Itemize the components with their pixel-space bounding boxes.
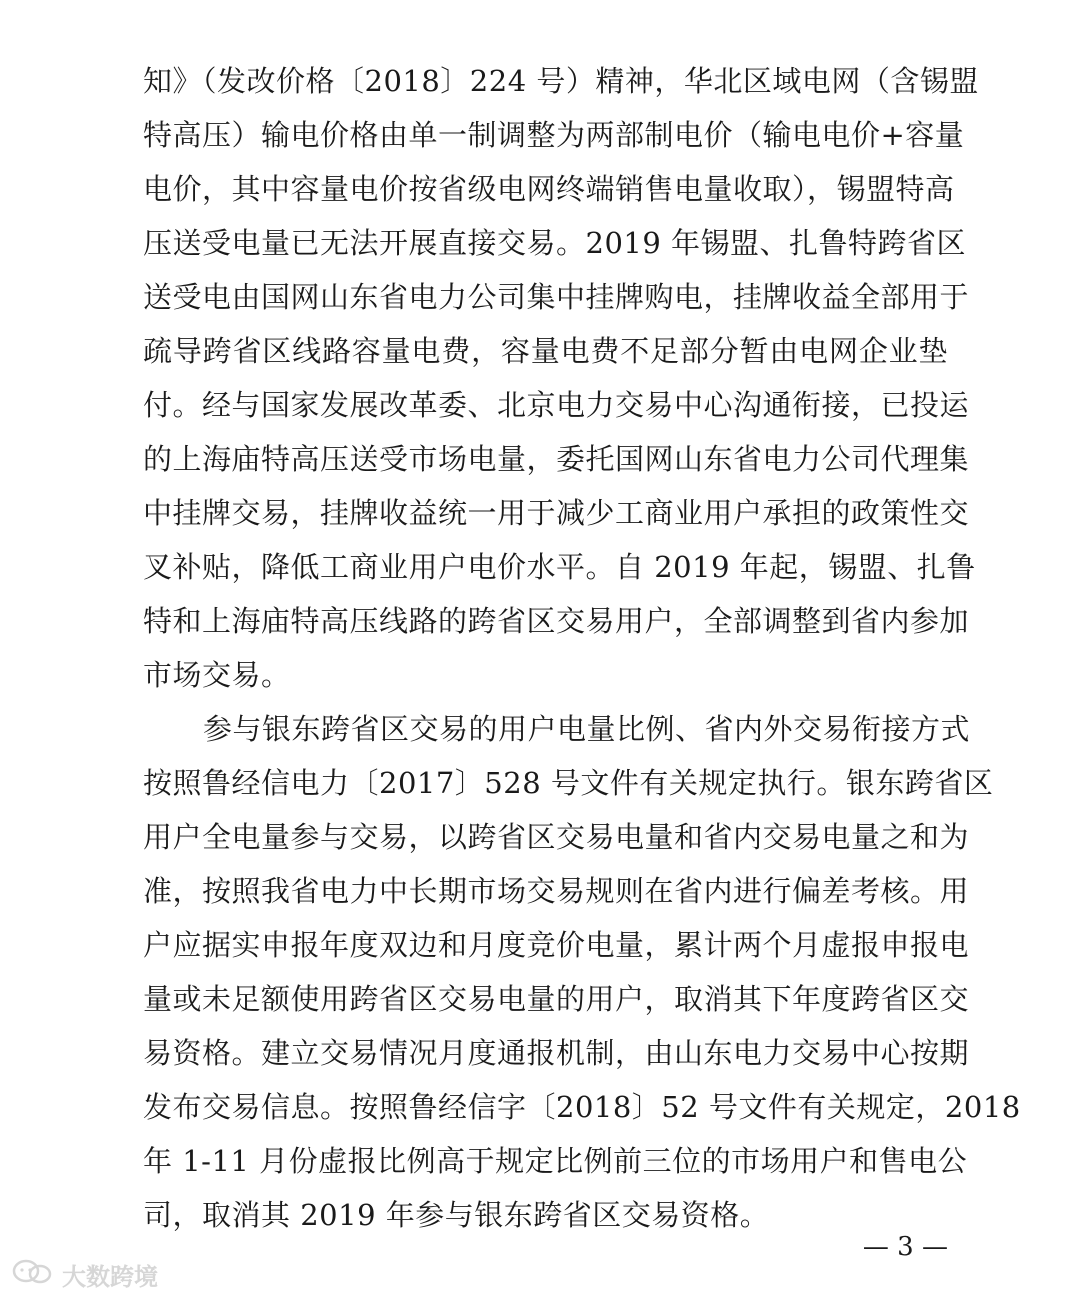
paragraph-1	[143, 54, 979, 702]
text-line: 电价，其中容量电价按省级电网终端销售电量收取），锡盟特高	[143, 172, 955, 206]
page-number: — 3 —	[862, 1232, 948, 1262]
text-line: 用户全电量参与交易，以跨省区交易电量和省内交易电量之和为	[143, 820, 970, 854]
text-line: 中挂牌交易，挂牌收益统一用于减少工商业用户承担的政策性交	[143, 496, 970, 530]
wechat-bubble-icon	[12, 1259, 56, 1291]
text-line: 发布交易信息。按照鲁经信字〔2018〕52 号文件有关规定，2018	[143, 1090, 1021, 1124]
text-line: 年 1-11 月份虚报比例高于规定比例前三位的市场用户和售电公	[143, 1144, 968, 1178]
text-line: 疏导跨省区线路容量电费，容量电费不足部分暂由电网企业垫	[143, 334, 948, 368]
text-line: 户应据实申报年度双边和月度竞价电量，累计两个月虚报申报电	[143, 928, 970, 962]
text-line: 知》（发改价格〔2018〕224 号）精神，华北区域电网（含锡盟	[143, 64, 979, 98]
text-line: 参与银东跨省区交易的用户电量比例、省内外交易衔接方式	[203, 712, 971, 746]
watermark-text: 大数跨境	[62, 1263, 158, 1291]
text-line: 叉补贴，降低工商业用户电价水平。自 2019 年起，锡盟、扎鲁	[143, 550, 976, 584]
text-line: 量或未足额使用跨省区交易电量的用户，取消其下年度跨省区交	[143, 982, 970, 1016]
paragraph-2	[143, 702, 1021, 1242]
watermark	[12, 1257, 158, 1292]
text-line: 压送受电量已无法开展直接交易。2019 年锡盟、扎鲁特跨省区	[143, 226, 967, 260]
text-line: 按照鲁经信电力〔2017〕528 号文件有关规定执行。银东跨省区	[143, 766, 994, 800]
text-line: 司，取消其 2019 年参与银东跨省区交易资格。	[143, 1198, 770, 1232]
text-line: 送受电由国网山东省电力公司集中挂牌购电，挂牌收益全部用于	[143, 280, 970, 314]
document-body	[143, 54, 1021, 1242]
text-line: 特高压）输电价格由单一制调整为两部制电价（输电电价+容量	[143, 118, 965, 152]
text-line: 付。经与国家发展改革委、北京电力交易中心沟通衔接，已投运	[143, 388, 970, 422]
text-line: 市场交易。	[143, 658, 291, 692]
text-line: 特和上海庙特高压线路的跨省区交易用户，全部调整到省内参加	[143, 604, 970, 638]
text-line: 易资格。建立交易情况月度通报机制，由山东电力交易中心按期	[143, 1036, 970, 1070]
text-line: 准，按照我省电力中长期市场交易规则在省内进行偏差考核。用	[143, 874, 970, 908]
text-line: 的上海庙特高压送受市场电量，委托国网山东省电力公司代理集	[143, 442, 970, 476]
